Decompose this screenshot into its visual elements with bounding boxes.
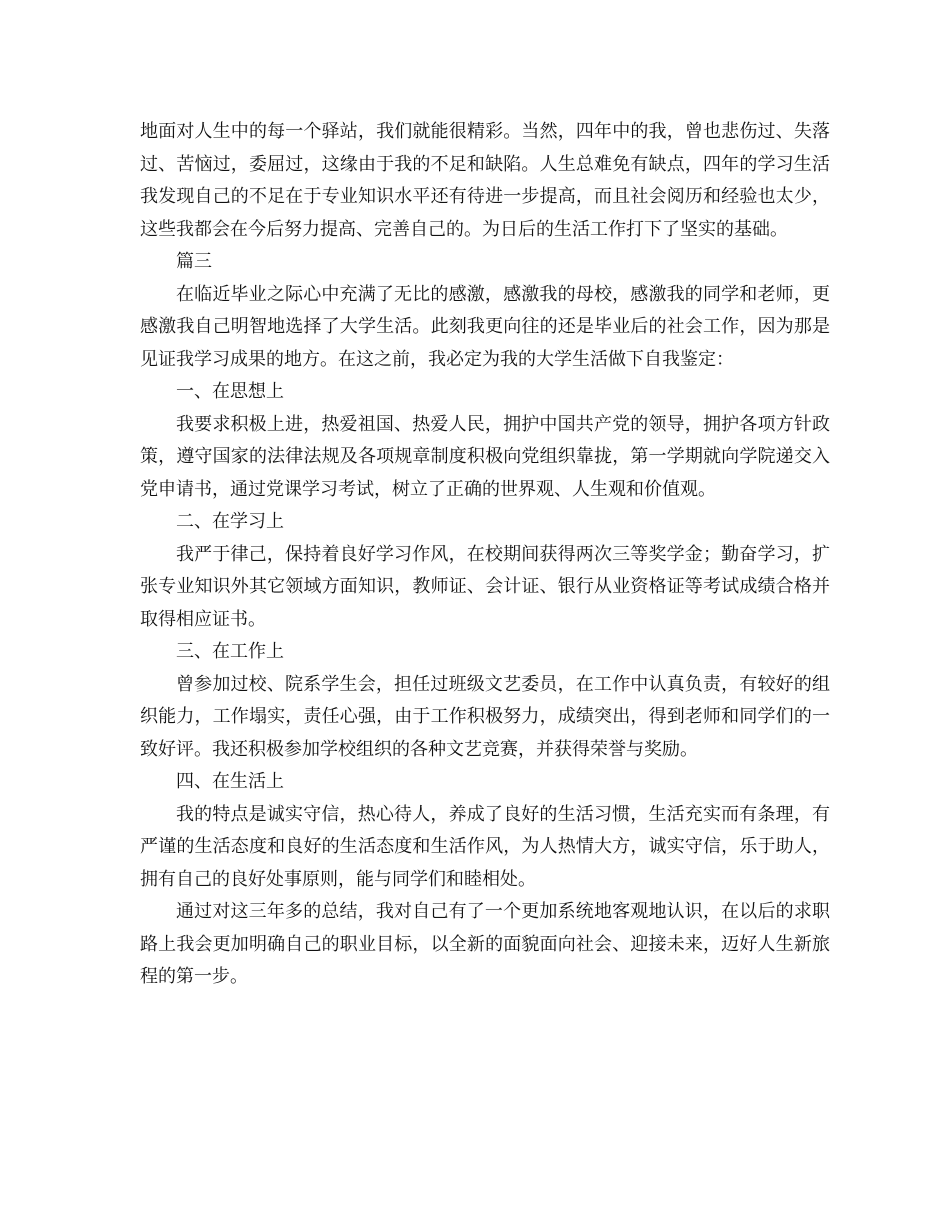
paragraph-ideology: 我要求积极上进，热爱祖国、热爱人民，拥护中国共产党的领导，拥护各项方针政策，遵守国家的法律法规及各项规章制度积极向党组织靠拢，第一学期就向学院递交入党申请书，通过党课学习考试，树立了正确的世界观、人生观和价值观。 bbox=[140, 413, 830, 500]
paragraph-conclusion: 通过对这三年多的总结，我对自己有了一个更加系统地客观地认识，在以后的求职路上我会更加明确自己的职业目标，以全新的面貌面向社会、迎接未来，迈好人生新旅程的第一步。 bbox=[140, 901, 830, 987]
paragraph-continuation: 地面对人生中的每一个驿站，我们就能很精彩。当然，四年中的我，曾也悲伤过、失落过、苦恼过，委屈过，这缘由于我的不足和缺陷。人生总难免有缺点，四年的学习生活我发现自己的不足在于专业知识水平还有待进一步提高，而且社会阅历和经验也太少，这些我都会在今后努力提高、完善自己的。为日后的生活工作打下了坚实的基础。 bbox=[140, 121, 830, 240]
subheading-work: 三、在工作上 bbox=[176, 641, 284, 662]
subheading-study: 二、在学习上 bbox=[176, 511, 284, 532]
paragraph-study: 我严于律己，保持着良好学习作风，在校期间获得两次三等奖学金；勤奋学习，扩张专业知识外其它领域方面知识，教师证、会计证、银行从业资格证等考试成绩合格并取得相应证书。 bbox=[140, 543, 830, 630]
subheading-life: 四、在生活上 bbox=[176, 771, 284, 792]
paragraph-life: 我的特点是诚实守信，热心待人，养成了良好的生活习惯，生活充实而有条理，有严谨的生活态度和良好的生活态度和生活作风，为人热情大方，诚实守信，乐于助人，拥有自己的良好处事原则，能与同学们和睦相处。 bbox=[140, 803, 830, 890]
subheading-ideology: 一、在思想上 bbox=[176, 381, 284, 402]
document-body bbox=[140, 116, 830, 994]
paragraph-intro: 在临近毕业之际心中充满了无比的感激，感激我的母校，感激我的同学和老师，更感激我自己明智地选择了大学生活。此刻我更向往的还是毕业后的社会工作，因为那是见证我学习成果的地方。在这之前，我必定为我的大学生活做下自我鉴定： bbox=[140, 283, 830, 370]
paragraph-work: 曾参加过校、院系学生会，担任过班级文艺委员，在工作中认真负责，有较好的组织能力，工作塌实，责任心强，由于工作积极努力，成绩突出，得到老师和同学们的一致好评。我还积极参加学校组织的各种文艺竞赛，并获得荣誉与奖励。 bbox=[140, 673, 830, 760]
section-heading-part-three: 篇三 bbox=[176, 251, 212, 272]
